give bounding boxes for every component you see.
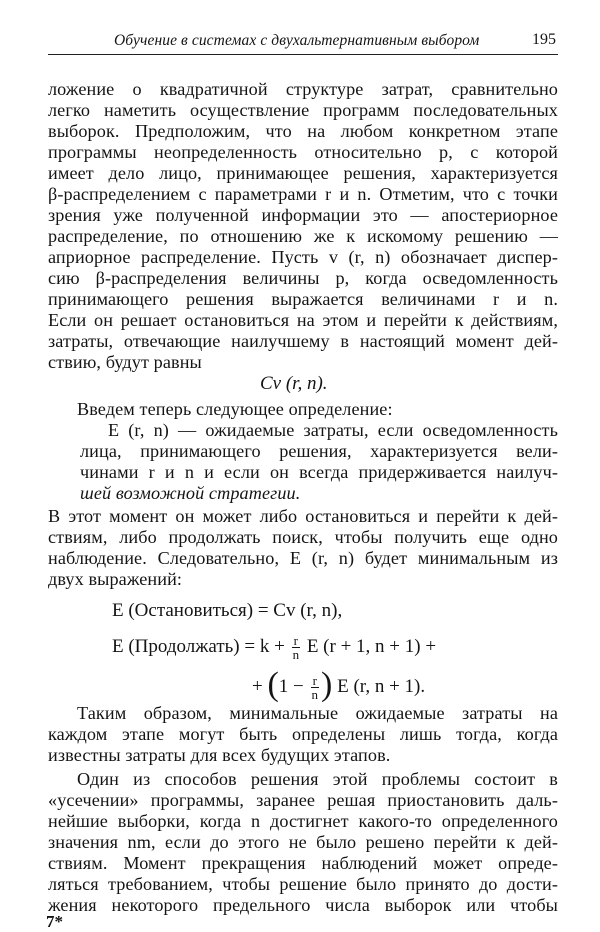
text-line: принимающего решения выражается величинами r и n. — [48, 289, 558, 309]
formula-tail: E (r, n + 1). — [337, 676, 426, 697]
page-number: 195 — [532, 31, 556, 48]
text-line: априорное распределение. Пусть v (r, n) обозначает диспер- — [48, 247, 558, 267]
running-title: Обучение в системах с двухальтернативным выбором — [114, 32, 480, 49]
text-line: ствиям. Момент прекращения наблюдений может опреде- — [48, 853, 558, 873]
text-line: нейшие выборки, когда n достигнет какого-то определенного — [48, 811, 558, 831]
text-line: Введем теперь следующее определение: — [77, 399, 393, 419]
text-line: ствиям, либо продолжать поиск, чтобы получить еще одно — [48, 527, 558, 547]
fraction-numerator: r — [311, 674, 320, 688]
text-line: наблюдение. Следовательно, E (r, n) будет минимальным из — [48, 548, 558, 568]
fraction-numerator: r — [292, 634, 301, 648]
text-line: имеет дело лицо, принимающее решения, характеризуется — [48, 163, 558, 183]
text-line: Один из способов решения этой проблемы состоит в — [77, 769, 558, 789]
definition-line: лица, принимающего решения, характеризуется вели- — [80, 441, 558, 461]
text-line: распределение, по отношению же к искомому решению — — [48, 226, 558, 246]
text-line: сию β-распределения величины p, когда осведомленность — [48, 268, 558, 288]
text-line: каждом этапе могут быть определены лишь тогда, когда — [48, 724, 558, 744]
text-line: затраты, отвечающие наилучшему в настоящий момент дей- — [48, 331, 558, 351]
text-line: зрения уже полученной информации это — апостериорное — [48, 205, 558, 225]
text-line: ложение о квадратичной структуре затрат, сравнительно — [48, 79, 558, 99]
text-line: легко наметить осуществление программ последовательных — [48, 100, 558, 120]
formula-continue-second — [252, 666, 426, 703]
right-paren: ) — [321, 666, 333, 703]
text-line: двух выражений: — [48, 569, 183, 589]
page-header — [48, 30, 558, 55]
text-line: известны затраты для всех будущих этапов. — [48, 745, 391, 765]
formula-cv: Cv (r, n). — [260, 373, 328, 394]
formula-stop: E (Остановиться) = Cv (r, n), — [112, 600, 343, 621]
text-line: программы неопределенность относительно p, с которой — [48, 142, 558, 162]
definition-line: шей возможной стратегии. — [80, 483, 301, 503]
text-line: В этот момент он может либо остановиться и перейти к дей- — [48, 506, 558, 526]
formula-continue-left: E (Продолжать) = k + — [112, 635, 285, 657]
text-line: ляться требованием, чтобы решение было принято до дости- — [48, 874, 558, 894]
fraction — [311, 674, 320, 701]
formula-one-minus: 1 − — [278, 676, 304, 697]
formula-plus: + — [252, 676, 268, 697]
signature-mark: 7* — [46, 912, 63, 931]
definition-line: чинами r и n и если он всегда придерживается наилуч- — [80, 462, 558, 482]
text-line: β-распределением с параметрами r и n. Отметим, что с точки — [48, 184, 558, 204]
text-line: выборок. Предположим, что на любом конкретном этапе — [48, 121, 558, 141]
fraction-denominator: n — [311, 687, 319, 703]
text-line: Таким образом, минимальные ожидаемые затраты на — [77, 703, 558, 723]
formula-continue-right: E (r + 1, n + 1) + — [306, 635, 437, 657]
fraction — [292, 634, 301, 661]
text-line: жения некоторого предельного числа выборок или чтобы — [48, 895, 558, 915]
text-line: значения nm, если до этого не было решено перейти к дей- — [48, 832, 558, 852]
left-paren: ( — [267, 666, 279, 703]
formula-continue — [112, 634, 436, 661]
fraction-denominator: n — [292, 647, 300, 662]
text-line: ствию, будут равны — [48, 352, 202, 372]
text-line: Если он решает остановиться на этом и перейти к действиям, — [48, 310, 558, 330]
definition-line: E (r, n) — ожидаемые затраты, если осведомленность — [108, 420, 558, 440]
text-line: «усечении» программы, заранее решая приостановить даль- — [48, 790, 558, 810]
